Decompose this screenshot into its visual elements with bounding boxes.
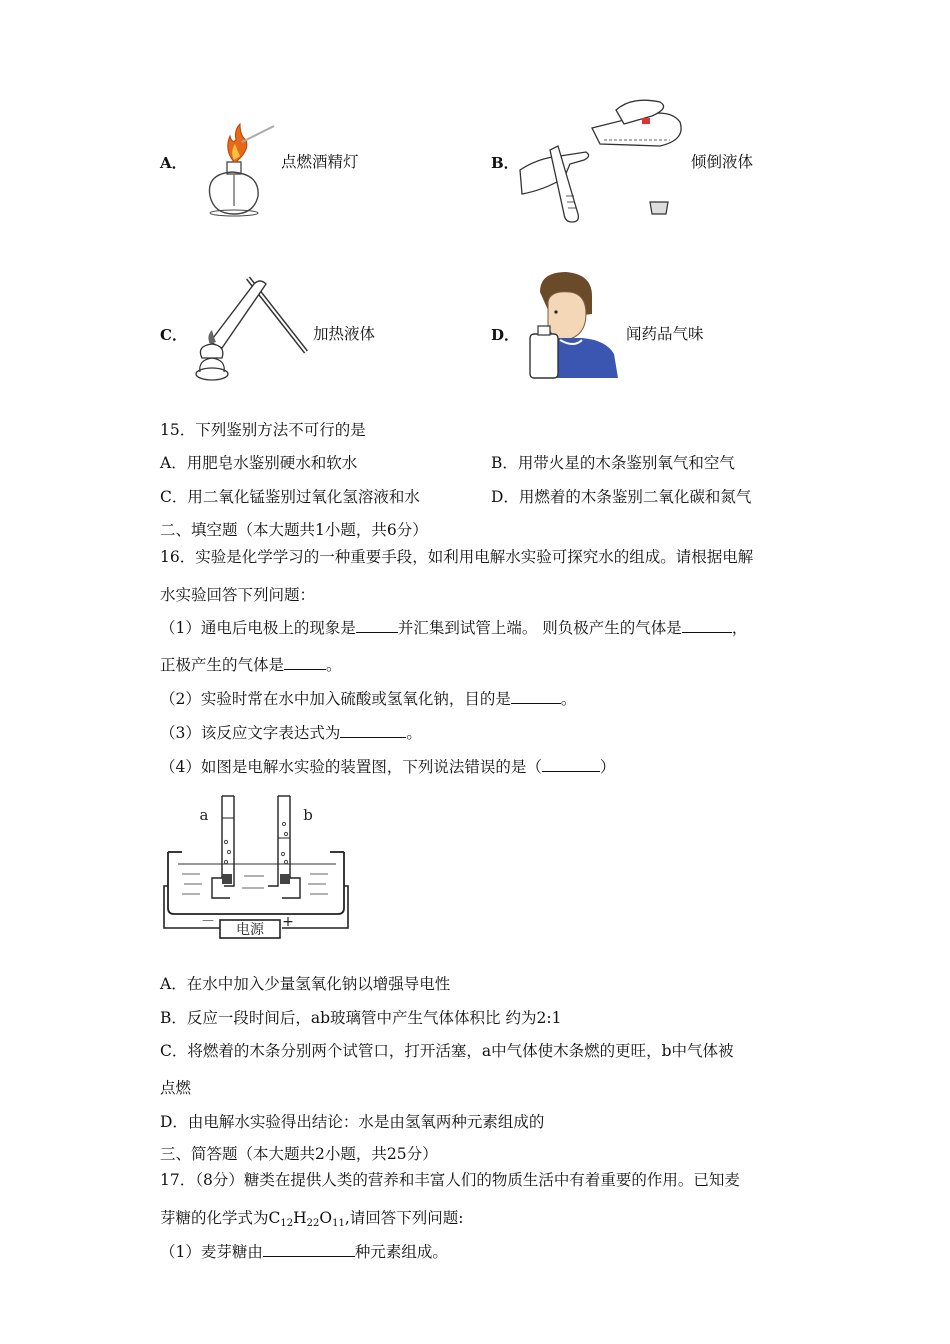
q17-p1-text-b: 种元素组成。 <box>354 1243 448 1261</box>
q16-p4-text-b: ） <box>599 758 616 776</box>
q16-option-d: D．由电解水实验得出结论：水是由氢氧两种元素组成的 <box>160 1113 545 1131</box>
diagram-tube-a-label: a <box>199 806 209 824</box>
option-c-label: 加热液体 <box>313 325 376 343</box>
q16-stem-line1: 16．实验是化学学习的一种重要手段，如利用电解水实验可探究水的组成。请根据电解 <box>160 548 754 566</box>
q17-text-a: 芽糖的化学式为 <box>160 1209 269 1227</box>
q17-stem-line1: 17．（8分）糖类在提供人类的营养和丰富人们的物质生活中有着重要的作用。已知麦 <box>160 1171 740 1189</box>
q16-p2-text-b: 。 <box>560 690 577 708</box>
q16-blank-5[interactable] <box>340 723 406 738</box>
smelling-chemical-illustration <box>526 270 618 380</box>
diagram-minus-sign: － <box>201 914 215 930</box>
q16-blank-6[interactable] <box>542 757 600 772</box>
q17-text-b: ,请回答下列问题: <box>344 1209 464 1227</box>
q16-p1-text-c: ， <box>731 619 748 637</box>
q16-p2-text-a: （2）实验时常在水中加入硫酸或氢氧化钠，目的是 <box>160 690 511 708</box>
q16-blank-4[interactable] <box>511 689 561 704</box>
q16-p1-text-b: 并汇集到试管上端。 则负极产生的气体是 <box>397 619 682 637</box>
q16-part3 <box>160 723 422 743</box>
q16-part1-line2 <box>160 655 342 675</box>
section-2-title: 二、填空题（本大题共1小题，共6分） <box>160 521 428 539</box>
option-b-label: 倾倒液体 <box>691 153 754 171</box>
option-a-letter: A． <box>160 154 187 172</box>
option-a-label: 点燃酒精灯 <box>281 153 359 171</box>
option-d-letter: D． <box>491 326 520 344</box>
q16-blank-1[interactable] <box>356 618 398 633</box>
formula-c: C <box>268 1209 281 1227</box>
q16-blank-2[interactable] <box>682 618 732 633</box>
formula-h-subscript: 22 <box>306 1218 320 1229</box>
q16-blank-3[interactable] <box>284 655 326 670</box>
q16-p3-text-b: 。 <box>406 724 422 742</box>
pouring-liquid-illustration <box>520 98 690 223</box>
q15-option-b: B．用带火星的木条鉴别氧气和空气 <box>491 454 735 472</box>
q15-option-a: A．用肥皂水鉴别硬水和软水 <box>160 454 358 472</box>
q16-part1-line1 <box>160 618 747 638</box>
q16-stem-line2: 水实验回答下列问题： <box>160 586 316 604</box>
formula-o: O <box>319 1209 333 1227</box>
q15-option-c: C．用二氧化锰鉴别过氧化氢溶液和水 <box>160 488 420 506</box>
q17-p1-text-a: （1）麦芽糖由 <box>160 1243 263 1261</box>
diagram-tube-b-label: b <box>303 806 313 824</box>
option-d-label: 闻药品气味 <box>626 325 704 343</box>
formula-h: H <box>293 1209 307 1227</box>
q15-stem: 15．下列鉴别方法不可行的是 <box>160 421 366 439</box>
q16-p1-text-e: 。 <box>326 656 342 674</box>
section-3-title: 三、简答题（本大题共2小题，共25分） <box>160 1145 438 1163</box>
q17-blank-1[interactable] <box>263 1242 355 1257</box>
q16-p4-text-a: （4）如图是电解水实验的装置图，下列说法错误的是（ <box>160 758 542 776</box>
q16-option-b: B．反应一段时间后，ab玻璃管中产生气体体积比 约为2:1 <box>160 1009 562 1027</box>
q17-stem-line2 <box>160 1208 464 1228</box>
option-c-letter: C． <box>160 326 187 344</box>
q17-part1 <box>160 1242 448 1262</box>
q16-p1-text-d: 正极产生的气体是 <box>160 656 285 674</box>
q16-option-c-line1: C．将燃着的木条分别两个试管口，打开活塞，a中气体使木条燃的更旺，b中气体被 <box>160 1042 734 1060</box>
q16-option-a: A．在水中加入少量氢氧化钠以增强导电性 <box>160 975 451 993</box>
option-b-letter: B． <box>491 154 519 172</box>
q16-p3-text-a: （3）该反应文字表达式为 <box>160 724 341 742</box>
formula-c-subscript: 12 <box>280 1218 294 1229</box>
alcohol-lamp-lighting-illustration <box>196 118 276 218</box>
diagram-power-label: 电源 <box>236 922 264 938</box>
q16-part2 <box>160 689 576 709</box>
q16-p1-text-a: （1）通电后电极上的现象是 <box>160 619 356 637</box>
q16-option-c-line2: 点燃 <box>160 1079 192 1097</box>
q16-part4 <box>160 757 615 777</box>
diagram-plus-sign: + <box>282 914 294 930</box>
electrolysis-apparatus-diagram <box>160 790 350 940</box>
q15-option-d: D．用燃着的木条鉴别二氧化碳和氮气 <box>491 488 752 506</box>
heating-liquid-illustration <box>188 272 313 384</box>
maltose-formula <box>269 1209 345 1227</box>
formula-o-subscript: 11 <box>332 1218 345 1229</box>
